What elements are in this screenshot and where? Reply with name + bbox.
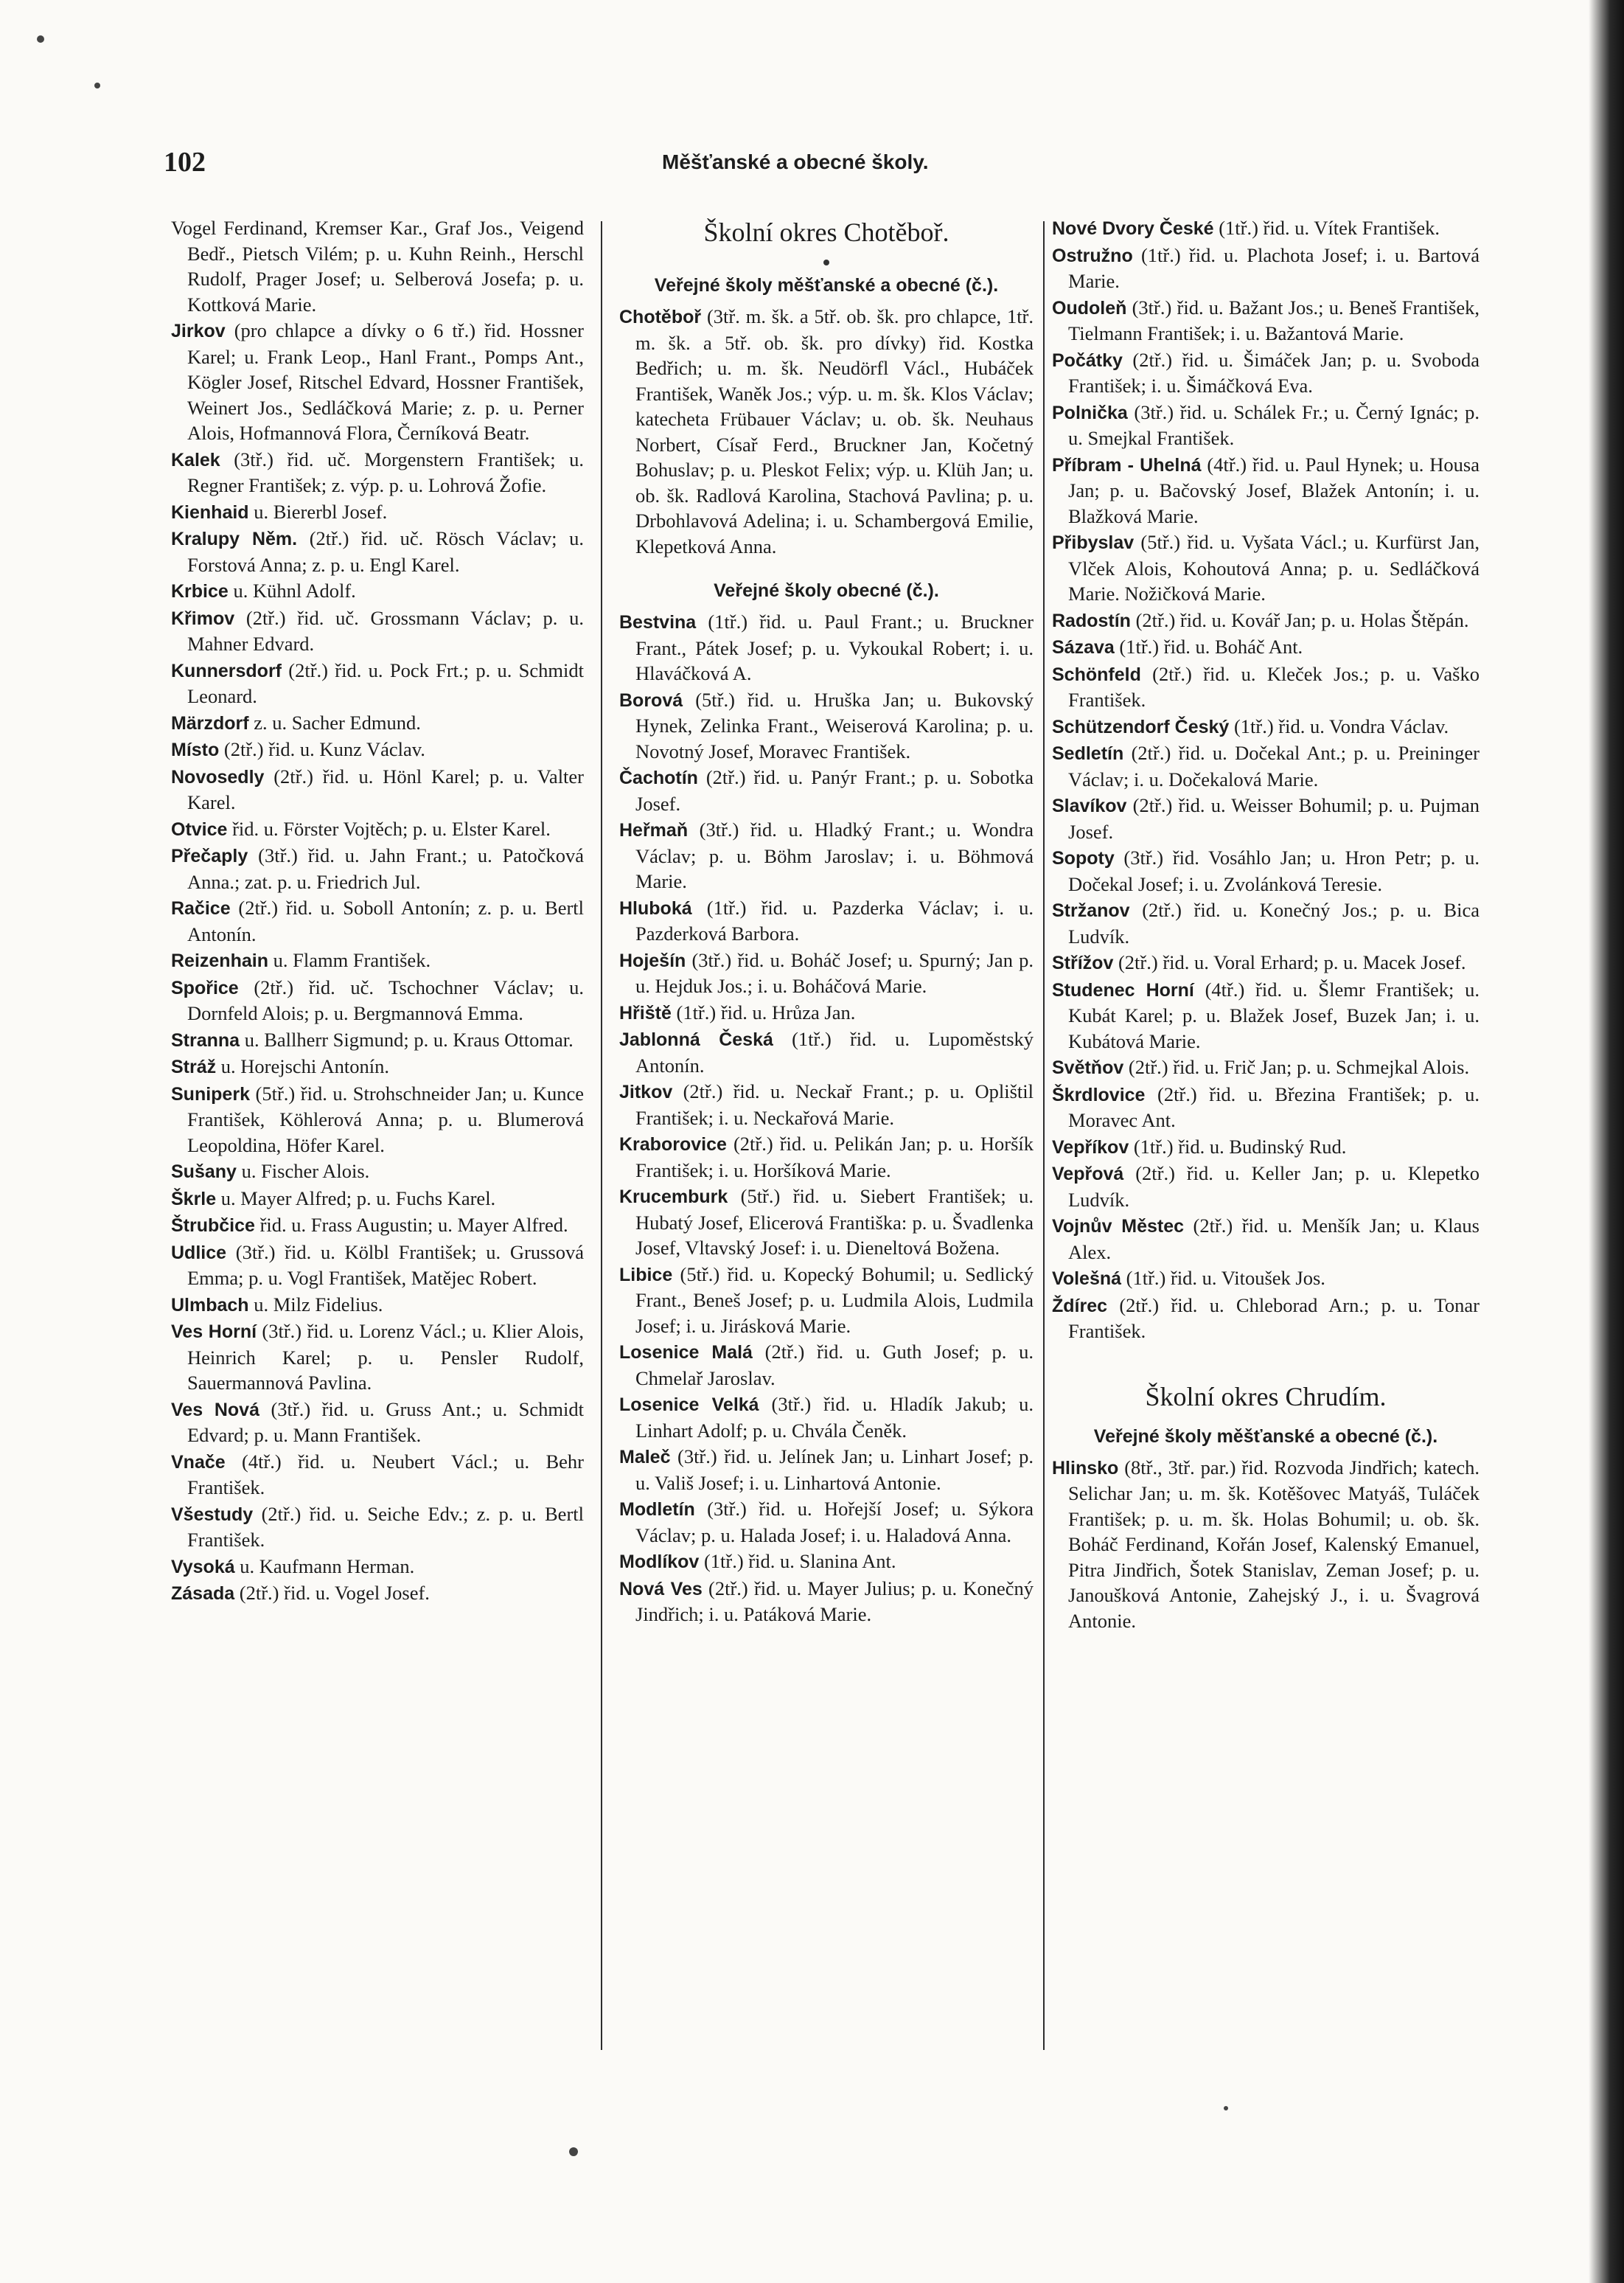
- entry-text: (1tř.) řid. u. Lupoměstský Antonín.: [635, 1028, 1034, 1077]
- directory-entry: [171, 605, 584, 657]
- entry-place-name: Heřmaň: [619, 820, 689, 841]
- entry-place-name: Jirkov: [171, 321, 226, 341]
- directory-entry: [171, 1397, 584, 1448]
- entry-text: z. u. Sacher Edmund.: [254, 711, 421, 734]
- entry-text: (5tř.) řid. u. Strohschneider Jan; u. Kunce František, Köhlerová Anna; p. u. Blumerová Leopoldina, Höfer Karel.: [187, 1082, 584, 1156]
- entry-text: (2tř.) řid. u. Guth Josef; p. u. Chmelař Jaroslav.: [635, 1341, 1034, 1389]
- directory-entry: [171, 1318, 584, 1396]
- entry-text: (3tř.) řid. u. Boháč Josef; u. Spurný; Jan p. u. Hejduk Jos.; i. u. Boháčová Marie.: [635, 948, 1034, 997]
- directory-entry: [1052, 634, 1480, 661]
- entry-text: (1tř.) řid. u. Plachota Josef; i. u. Bartová Marie.: [1068, 243, 1480, 292]
- directory-entry: [171, 499, 584, 526]
- directory-entry: [619, 1026, 1034, 1078]
- entry-text: (5tř.) řid. u. Vyšata Václ.; u. Kurfürst Jan, Vlček Alois, Kohoutová Anna; p. u. Sedláčková Marie. Nožičková Marie.: [1068, 531, 1480, 605]
- directory-entry: [171, 710, 584, 737]
- entry-text: (5tř.) řid. u. Hruška Jan; u. Bukovský Hynek, Zelinka Frant., Weiserová Karolina; p. u. Novotný Josef, Moravec František.: [635, 688, 1034, 762]
- directory-entry: [1052, 950, 1480, 976]
- directory-entry: [171, 318, 584, 446]
- entry-text: (pro chlapce a dívky o 6 tř.) řid. Hossner Karel; u. Frank Leop., Hanl Frant., Pomps Ant., Kögler Josef, Ritschel Edvard, Hossner František, Weinert Jos., Sedláčková Marie; z. p. u. Perner Alois, Hofmannová Flora, Černíková Beatr.: [187, 319, 585, 444]
- entry-place-name: Reizenhain: [171, 951, 268, 971]
- entry-text: (2tř.) řid. u. Kovář Jan; p. u. Holas Štěpán.: [1135, 608, 1469, 631]
- entry-text: (2tř.) řid. u. Neckař Frant.; p. u. Oplištil František; i. u. Neckařová Marie.: [635, 1080, 1034, 1129]
- entry-place-name: Märzdorf: [171, 712, 249, 734]
- entry-text: (3tř.) řid. u. Schálek Fr.; u. Černý Ignác; p. u. Smejkal František.: [1068, 400, 1480, 449]
- entry-text: (2tř.) řid. u. Voral Erhard; p. u. Macek Josef.: [1118, 951, 1466, 973]
- entry-place-name: Příbram - Uhelná: [1052, 454, 1202, 476]
- entry-text: (3tř.) řid. u. Jelínek Jan; u. Linhart Josef; p. u. Vališ Josef; i. u. Linhartová Antonie.: [635, 1445, 1034, 1494]
- entry-place-name: Krbice: [171, 581, 229, 602]
- entry-text: (1tř.) řid. u. Budinský Rud.: [1133, 1135, 1347, 1158]
- entry-text: (1tř.) řid. u. Boháč Ant.: [1119, 636, 1303, 658]
- directory-entry: [171, 1186, 584, 1212]
- entry-place-name: Ostružno: [1052, 245, 1133, 266]
- entry-place-name: Jablonná Česká: [619, 1029, 773, 1050]
- entry-place-name: Krucemburk: [619, 1186, 728, 1207]
- column-right: [1052, 215, 1480, 1634]
- directory-entry: [171, 764, 584, 816]
- directory-entry: [1052, 452, 1480, 529]
- directory-entry: [619, 687, 1034, 765]
- entry-place-name: Světňov: [1052, 1057, 1124, 1078]
- ink-speck: [1224, 2106, 1228, 2110]
- entry-place-name: Volešná: [1052, 1268, 1122, 1289]
- running-title: Měšťanské a obecné školy.: [662, 150, 929, 173]
- directory-entry: [1052, 1082, 1480, 1133]
- entry-place-name: Hluboká: [619, 897, 692, 919]
- entry-place-name: Hoješín: [619, 950, 686, 971]
- directory-entry: [171, 1158, 584, 1185]
- entry-place-name: Štrubčice: [171, 1215, 255, 1236]
- entry-place-name: Losenice Malá: [619, 1342, 753, 1363]
- directory-entry: [171, 1501, 584, 1553]
- entry-place-name: Čachotín: [619, 768, 698, 788]
- directory-entry: [171, 816, 584, 843]
- entry-place-name: Vysoká: [171, 1556, 235, 1577]
- entry-place-name: Hlinsko: [1052, 1457, 1119, 1478]
- section-title: Veřejné školy měšťanské a obecné (č.).: [1093, 1425, 1438, 1447]
- directory-entry: [1052, 1161, 1480, 1212]
- entry-place-name: Otvice: [171, 819, 228, 840]
- entry-text: (3tř.) řid. uč. Morgenstern František; u. Regner František; z. výp. p. u. Lohrová Žofie.: [187, 448, 584, 496]
- entry-place-name: Kralupy Něm.: [171, 529, 298, 549]
- ink-speck: [94, 83, 100, 88]
- entry-text: (4tř.) řid. u. Šlemr František; u. Kubát Karel; p. u. Blažek Josef, Buzek Jan; i. u. Kubátová Marie.: [1068, 978, 1480, 1052]
- entry-text: u. Kühnl Adolf.: [233, 580, 356, 602]
- directory-entry: [171, 1240, 584, 1291]
- entry-text: (5tř.) řid. u. Kopecký Bohumil; u. Sedlický Frant., Beneš Josef; p. u. Ludmila Alois, Ludmila Josef; i. u. Jirásková Marie.: [635, 1262, 1034, 1337]
- entry-place-name: Slavíkov: [1052, 796, 1127, 816]
- directory-entry: [619, 1496, 1034, 1548]
- entry-place-name: Nová Ves: [619, 1578, 703, 1599]
- entry-text: (1tř.) řid. u. Pazderka Václav; i. u. Pazderková Barbora.: [635, 896, 1034, 945]
- directory-entry: [619, 304, 1034, 559]
- entry-place-name: Ves Horní: [171, 1321, 257, 1342]
- directory-entry: [171, 895, 584, 947]
- entry-text: (2tř.) řid. u. Chleborad Arn.; p. u. Tonar František.: [1068, 1293, 1480, 1342]
- directory-entry: [619, 1391, 1034, 1443]
- directory-entry: [171, 526, 584, 577]
- directory-entry: [1052, 400, 1480, 451]
- directory-entry: [1052, 845, 1480, 897]
- entry-text: (2tř.) řid. uč. Grossmann Václav; p. u. Mahner Edvard.: [187, 606, 585, 655]
- entry-text: (3tř.) řid. u. Hladík Jakub; u. Linhart Adolf; p. u. Chvála Čeněk.: [635, 1393, 1034, 1442]
- entry-text: (3tř.) řid. u. Lorenz Václ.; u. Klier Alois, Heinrich Karel; p. u. Pensler Rudolf, Sauermannová Pavlina.: [187, 1320, 584, 1394]
- entry-text: (2tř.) řid. u. Mayer Julius; p. u. Konečný Jindřich; i. u. Patáková Marie.: [635, 1577, 1034, 1625]
- directory-entry: [1052, 1213, 1480, 1265]
- directory-entry: [171, 1027, 584, 1054]
- entry-place-name: Sušany: [171, 1161, 237, 1182]
- directory-entry: [1052, 793, 1480, 844]
- directory-entry: [171, 1292, 584, 1318]
- entry-place-name: Kraborovice: [619, 1134, 727, 1155]
- directory-entry: [619, 1184, 1034, 1261]
- entry-text: u. Horejschi Antonín.: [220, 1055, 389, 1077]
- entry-place-name: Polnička: [1052, 402, 1128, 423]
- entry-list: [1052, 215, 1480, 1344]
- entry-place-name: Schützendorf Český: [1052, 716, 1230, 737]
- directory-entry: [171, 1580, 584, 1607]
- entry-text: (2tř.) řid. u. Pock Frt.; p. u. Schmidt Leonard.: [187, 659, 584, 707]
- entry-text: (4tř.) řid. u. Paul Hynek; u. Housa Jan; p. u. Bačovský Josef, Blažek Antonín; i. u. Blažková Marie.: [1068, 453, 1480, 527]
- entry-place-name: Křimov: [171, 608, 235, 629]
- entry-text: (2tř.) řid. u. Frič Jan; p. u. Schmejkal Alois.: [1128, 1056, 1470, 1078]
- column-divider: [1043, 221, 1045, 2050]
- directory-entry: [1052, 897, 1480, 949]
- entry-place-name: Radostín: [1052, 610, 1131, 631]
- entry-text: (2tř.) řid. u. Keller Jan; p. u. Klepetko Ludvík.: [1068, 1162, 1480, 1211]
- entry-place-name: Vepříkov: [1052, 1136, 1129, 1158]
- entry-text: (2tř.) řid. u. Seiche Edv.; z. p. u. Bertl František.: [187, 1502, 584, 1551]
- directory-entry: [619, 1079, 1034, 1130]
- entry-place-name: Sopoty: [1052, 848, 1115, 869]
- entry-list: [619, 609, 1034, 1627]
- page-header: [164, 146, 975, 183]
- entry-text: (2tř.) řid. u. Šimáček Jan; p. u. Svoboda František; i. u. Šimáčková Eva.: [1068, 348, 1480, 397]
- entry-text: u. Milz Fidelius.: [254, 1293, 383, 1316]
- entry-place-name: Hřiště: [619, 1002, 672, 1024]
- directory-entry: [171, 843, 584, 894]
- entry-place-name: Spořice: [171, 977, 239, 998]
- directory-entry: [1052, 295, 1480, 347]
- entry-place-name: Zásada: [171, 1583, 235, 1604]
- entry-text: u. Mayer Alfred; p. u. Fuchs Karel.: [220, 1186, 496, 1209]
- section-title: Veřejné školy měšťanské a obecné (č.).: [654, 275, 999, 296]
- entry-place-name: Přibyslav: [1052, 532, 1135, 553]
- entry-place-name: Střížov: [1052, 953, 1114, 973]
- directory-entry: [171, 1081, 584, 1158]
- entry-place-name: Sázava: [1052, 637, 1115, 658]
- entry-text: (3tř.) řid. u. Kölbl František; u. Grussová Emma; p. u. Vogl František, Matějec Robert.: [187, 1240, 584, 1289]
- entry-text: (1tř.) řid. u. Slanina Ant.: [703, 1550, 896, 1572]
- entry-place-name: Suniperk: [171, 1083, 250, 1105]
- column-middle: [619, 215, 1034, 1628]
- entry-place-name: Vojnův Městec: [1052, 1216, 1185, 1237]
- entry-place-name: Přečaply: [171, 846, 248, 866]
- entry-text: (1tř.) řid. u. Vítek František.: [1219, 217, 1440, 239]
- directory-entry: [619, 1000, 1034, 1026]
- directory-entry: [1052, 347, 1480, 399]
- ornament-dot: [823, 260, 829, 265]
- entry-place-name: Ves Nová: [171, 1399, 259, 1420]
- directory-entry: [619, 1262, 1034, 1339]
- directory-entry: [171, 215, 584, 317]
- entry-text: (2tř.) řid. u. Konečný Jos.; p. u. Bica Ludvík.: [1068, 899, 1480, 948]
- entry-place-name: Chotěboř: [619, 307, 702, 327]
- entry-text: (3tř.) řid. u. Jahn Frant.; u. Patočková Anna.; zat. p. u. Friedrich Jul.: [187, 844, 584, 893]
- directory-entry: [171, 1449, 584, 1501]
- directory-entry: [1052, 1134, 1480, 1161]
- entry-place-name: Modlíkov: [619, 1551, 700, 1572]
- directory-entry: [1052, 215, 1480, 242]
- entry-place-name: Schönfeld: [1052, 664, 1141, 685]
- directory-entry: [1052, 1293, 1480, 1344]
- entry-list: [1052, 1455, 1480, 1634]
- entry-text: (5tř.) řid. u. Siebert František; u. Hubatý Josef, Elicerová Františka: p. u. Švadlenka Josef, Vltavský Josef: i. u. Dieneltová Božena.: [635, 1185, 1034, 1259]
- entry-place-name: Losenice Velká: [619, 1394, 759, 1415]
- entry-text: (3tř. m. šk. a 5tř. ob. šk. pro chlapce, 1tř. m. šk. a 5tř. ob. šk. pro dívky) řid. Kostka Bedřich; u. m. šk. Neudörfl Václ., Hubáček František, Waněk Jos.; výp. u. m. šk. Klos Václav; katecheta Frübauer Václav; u. ob. šk. Neuhaus Norbert, Císař Ferd., Bruckner Jan, Kočetný Bohuslav; p. u. Pleskot Felix; výp. u. Klüh Jan; u. ob. šk. Radlová Karolina, Stachová Pavlina; p. u. Drbohlavová Adelina; i. u. Schambergová Emilie, Klepetková Anna.: [635, 305, 1034, 557]
- directory-entry: [171, 1054, 584, 1080]
- entry-text: (1tř.) řid. u. Hrůza Jan.: [676, 1001, 856, 1024]
- entry-text: (2tř.) řid. u. Kleček Jos.; p. u. Vaško František.: [1068, 662, 1480, 711]
- entry-text: (2tř.) řid. u. Hönl Karel; p. u. Valter Karel.: [187, 765, 585, 813]
- district-title: Školní okres Chrudím.: [1145, 1381, 1387, 1411]
- directory-entry: [1052, 608, 1480, 634]
- entry-text: u. Kaufmann Herman.: [240, 1554, 415, 1577]
- page-edge-shadow: [1589, 0, 1624, 2283]
- entry-place-name: Oudoleň: [1052, 297, 1127, 319]
- entry-text: (2tř.) řid. u. Kunz Václav.: [223, 738, 425, 760]
- directory-entry: [1052, 1054, 1480, 1081]
- entry-place-name: Modletín: [619, 1499, 695, 1520]
- directory-entry: [619, 1339, 1034, 1391]
- entry-text: (1tř.) řid. u. Vondra Václav.: [1233, 715, 1449, 737]
- entry-place-name: Vnače: [171, 1451, 226, 1473]
- entry-place-name: Škrle: [171, 1188, 217, 1209]
- entry-text: (1tř.) řid. u. Vitoušek Jos.: [1126, 1267, 1325, 1289]
- entry-place-name: Maleč: [619, 1447, 671, 1467]
- entry-place-name: Stržanov: [1052, 900, 1130, 921]
- entry-place-name: Kalek: [171, 449, 220, 470]
- entry-text: (2tř.) řid. u. Weisser Bohumil; p. u. Pujman Josef.: [1068, 794, 1480, 843]
- ink-speck: [37, 35, 44, 43]
- entry-text: (8tř., 3tř. par.) řid. Rozvoda Jindřich; katech. Selichar Jan; u. m. šk. Kotěšovec Matyáš, Tuláček František; p. u. m. šk. Holas Bohumil; u. ob. šk. Boháč Ferdinand, Kořán Josef, Kalenský Emanuel, Pitra Jindřich, Šotek Stanislav, Zeman Josef; p. u. Janoušková Antonie, Zahejský J., i. u. Švagrová Antonie.: [1068, 1456, 1480, 1632]
- entry-text: u. Ballherr Sigmund; p. u. Kraus Ottomar.: [244, 1028, 574, 1051]
- entry-place-name: Všestudy: [171, 1504, 254, 1525]
- entry-text: (1tř.) řid. u. Paul Frant.; u. Bruckner Frant., Pátek Josef; p. u. Vykoukal Robert; i. u. Hlaváčková A.: [635, 611, 1034, 684]
- ink-speck: [569, 2147, 578, 2156]
- entry-text: (2tř.) řid. uč. Rösch Václav; u. Forstová Anna; z. p. u. Engl Karel.: [187, 527, 584, 576]
- entry-place-name: Nové Dvory České: [1052, 218, 1214, 239]
- directory-entry: [1052, 740, 1480, 792]
- directory-entry: [171, 948, 584, 974]
- entry-text: (2tř.) řid. u. Pelikán Jan; p. u. Horšík František; i. u. Horšíková Marie.: [635, 1133, 1034, 1181]
- directory-entry: [1052, 529, 1480, 607]
- entry-text: (2tř.) řid. u. Březina František; p. u. Moravec Ant.: [1068, 1083, 1480, 1131]
- entry-place-name: Novosedly: [171, 766, 265, 788]
- entry-text: (2tř.) řid. u. Soboll Antonín; z. p. u. Bertl Antonín.: [187, 897, 585, 945]
- column-left: [171, 215, 584, 1608]
- entry-place-name: Počátky: [1052, 350, 1123, 371]
- directory-entry: [619, 1549, 1034, 1575]
- entry-text: řid. u. Förster Vojtěch; p. u. Elster Karel.: [232, 817, 551, 840]
- district-title: Školní okres Chotěboř.: [703, 218, 949, 247]
- column-divider: [601, 221, 602, 2050]
- entry-text: u. Biererbl Josef.: [254, 500, 388, 523]
- directory-entry: [171, 975, 584, 1026]
- directory-entry: [1052, 714, 1480, 740]
- entry-text: u. Fischer Alois.: [241, 1160, 370, 1182]
- entry-list: [619, 304, 1034, 559]
- directory-entry: [619, 1131, 1034, 1183]
- entry-text: (2tř.) řid. u. Dočekal Ant.; p. u. Preininger Václav; i. u. Dočekalová Marie.: [1068, 742, 1480, 790]
- directory-entry: [619, 1576, 1034, 1627]
- entry-text: (4tř.) řid. u. Neubert Václ.; u. Behr František.: [187, 1450, 584, 1498]
- entry-place-name: Stráž: [171, 1057, 217, 1077]
- entry-text: (2tř.) řid. u. Menšík Jan; u. Klaus Alex.: [1068, 1215, 1480, 1263]
- directory-entry: [1052, 977, 1480, 1054]
- entry-place-name: Sedletín: [1052, 743, 1124, 764]
- entry-place-name: Bestvina: [619, 612, 697, 633]
- section-title: Veřejné školy obecné (č.).: [714, 580, 939, 601]
- directory-entry: [619, 765, 1034, 816]
- entry-text: u. Flamm František.: [273, 949, 431, 971]
- entry-text: (3tř.) řid. u. Hladký Frant.; u. Wondra Václav; p. u. Böhm Jaroslav; i. u. Böhmová Marie.: [635, 819, 1034, 892]
- entry-place-name: Ulmbach: [171, 1294, 249, 1316]
- directory-entry: [619, 817, 1034, 894]
- entry-place-name: Studenec Horní: [1052, 979, 1194, 1001]
- directory-entry: [171, 447, 584, 498]
- entry-text: řid. u. Frass Augustin; u. Mayer Alfred.: [259, 1214, 568, 1236]
- entry-place-name: Jitkov: [619, 1082, 673, 1102]
- directory-entry: [619, 895, 1034, 947]
- entry-place-name: Libice: [619, 1264, 673, 1285]
- directory-entry: [619, 1444, 1034, 1495]
- entry-place-name: Škrdlovice: [1052, 1084, 1146, 1105]
- entry-text: (3tř.) řid. u. Bažant Jos.; u. Beneš František, Tielmann František; i. u. Bažantová Marie.: [1068, 296, 1480, 344]
- directory-entry: [171, 658, 584, 709]
- entry-place-name: Místo: [171, 740, 220, 760]
- directory-entry: [171, 1212, 584, 1239]
- entry-place-name: Kienhaid: [171, 501, 249, 523]
- entry-place-name: Račice: [171, 898, 231, 919]
- entry-text: (2tř.) řid. uč. Tschochner Václav; u. Dornfeld Alois; p. u. Bergmannová Emma.: [187, 976, 584, 1024]
- directory-entry: [171, 578, 584, 605]
- entry-place-name: Kunnersdorf: [171, 660, 282, 681]
- page-number: 102: [164, 147, 206, 178]
- entry-place-name: Borová: [619, 689, 683, 711]
- entry-place-name: Udlice: [171, 1242, 227, 1263]
- directory-entry: [1052, 243, 1480, 294]
- entry-text: (2tř.) řid. u. Panýr Frant.; p. u. Sobotka Josef.: [635, 766, 1034, 815]
- entry-place-name: Vepřová: [1052, 1164, 1124, 1184]
- directory-entry: [1052, 1455, 1480, 1634]
- directory-entry: [619, 948, 1034, 999]
- entry-text: (3tř.) řid. Vosáhlo Jan; u. Hron Petr; p. u. Dočekal Josef; i. u. Zvolánková Teresie.: [1068, 847, 1480, 895]
- entry-place-name: Stranna: [171, 1029, 240, 1051]
- directory-entry: [619, 609, 1034, 687]
- entry-text: (2tř.) řid. u. Vogel Josef.: [239, 1582, 430, 1604]
- entry-text: (3tř.) řid. u. Hořejší Josef; u. Sýkora Václav; p. u. Halada Josef; i. u. Haladová Anna.: [635, 1498, 1034, 1546]
- entry-text: Vogel Ferdinand, Kremser Kar., Graf Jos., Veigend Bedř., Pietsch Vilém; p. u. Kuhn Reinh., Herschl Rudolf, Prager Josef; u. Selberová Josefa; p. u. Kottková Marie.: [171, 217, 584, 316]
- directory-entry: [171, 737, 584, 763]
- directory-entry: [1052, 1265, 1480, 1292]
- entry-place-name: Ždírec: [1052, 1295, 1108, 1316]
- directory-entry: [171, 1554, 584, 1580]
- directory-entry: [1052, 661, 1480, 713]
- entry-text: (3tř.) řid. u. Gruss Ant.; u. Schmidt Edvard; p. u. Mann František.: [187, 1397, 585, 1446]
